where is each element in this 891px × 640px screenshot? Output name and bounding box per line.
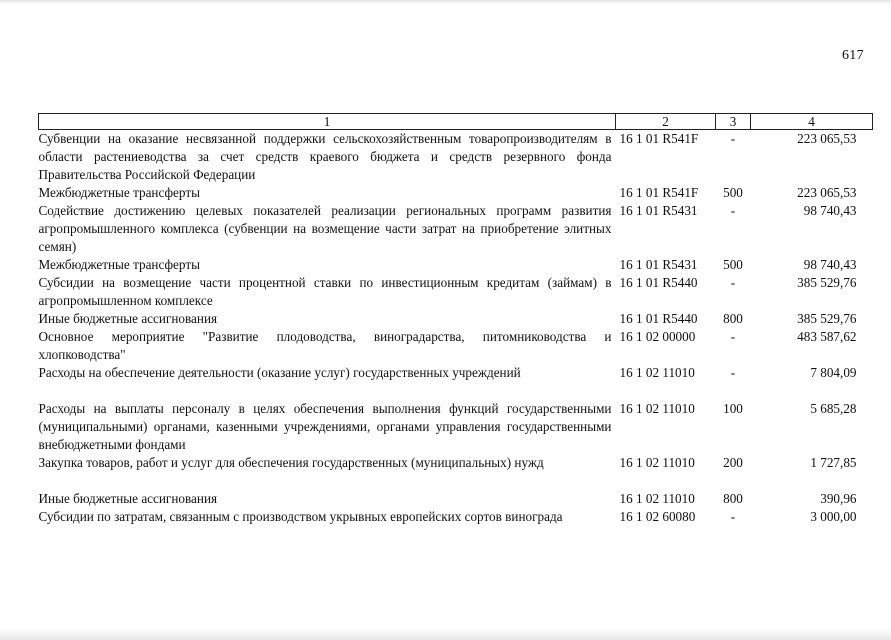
- column-header-name: 1: [39, 114, 616, 130]
- row-name: Основное мероприятие "Развитие плодоводства, виноградарства, питомниководства и хлопководства": [38, 329, 612, 362]
- row-code: 16 1 01 R5440: [619, 311, 698, 326]
- row-vr: 800: [723, 311, 743, 326]
- row-vr: -: [730, 275, 736, 290]
- table-row: [39, 508, 873, 526]
- row-vr: -: [730, 329, 736, 344]
- row-name: Межбюджетные трансферты: [38, 185, 200, 200]
- table-row: [39, 274, 873, 310]
- table-row: [39, 400, 873, 454]
- row-name: Закупка товаров, работ и услуг для обеспечения государственных (муниципальных) нужд: [38, 455, 544, 470]
- row-sum: 7 804,09: [810, 365, 857, 380]
- row-code: 16 1 02 00000: [619, 329, 696, 344]
- row-sum: 5 685,28: [810, 401, 857, 416]
- table-row: [39, 454, 873, 490]
- row-code: 16 1 01 R5431: [619, 203, 698, 218]
- table-row: [39, 202, 873, 256]
- table-row: [39, 256, 873, 274]
- table-row: [39, 130, 873, 185]
- table-row: [39, 328, 873, 364]
- row-name: Иные бюджетные ассигнования: [38, 311, 218, 326]
- row-sum: 483 587,62: [797, 329, 857, 344]
- row-sum: 223 065,53: [797, 185, 857, 200]
- row-sum: 98 740,43: [803, 257, 857, 272]
- row-code: 16 1 02 11010: [619, 401, 695, 416]
- row-vr: 200: [723, 455, 743, 470]
- row-code: 16 1 01 R541F: [619, 131, 699, 146]
- row-code: 16 1 02 11010: [619, 455, 695, 470]
- row-vr: 100: [723, 401, 743, 416]
- scan-top-edge: [0, 0, 891, 4]
- row-code: 16 1 01 R541F: [619, 185, 699, 200]
- row-sum: 385 529,76: [797, 311, 857, 326]
- column-header-vr: 3: [716, 114, 751, 130]
- row-code: 16 1 01 R5431: [619, 257, 698, 272]
- row-vr: -: [730, 131, 736, 146]
- row-name: Расходы на выплаты персоналу в целях обеспечения выполнения функций государственными (муниципальными) органами, казенными учреждениями, органами управления государственными внебюджетными фондами: [38, 401, 612, 452]
- scan-bottom-edge: [0, 630, 891, 640]
- row-code: 16 1 02 60080: [619, 509, 696, 524]
- row-sum: 223 065,53: [797, 131, 857, 146]
- row-name: Субсидии на возмещение части процентной ставки по инвестиционным кредитам (займам) в агропромышленном комплексе: [38, 275, 612, 308]
- row-code: 16 1 02 11010: [619, 365, 695, 380]
- table-row: [39, 490, 873, 508]
- row-sum: 390,96: [820, 491, 857, 506]
- row-vr: 500: [723, 185, 743, 200]
- row-vr: -: [730, 365, 736, 380]
- row-sum: 98 740,43: [803, 203, 857, 218]
- row-name: Межбюджетные трансферты: [38, 257, 200, 272]
- budget-table: [38, 113, 873, 526]
- row-name: Расходы на обеспечение деятельности (оказание услуг) государственных учреждений: [38, 365, 521, 380]
- row-name: Субвенции на оказание несвязанной поддержки сельскохозяйственным товаропроизводителям в области растениеводства за счет средств краевого бюджета и средств резервного фонда Правительства Российской Федерации: [38, 131, 612, 182]
- row-name: Содействие достижению целевых показателей реализации региональных программ развития агропромышленного комплекса (субвенции на возмещение части затрат на приобретение элитных семян): [38, 203, 612, 254]
- row-sum: 385 529,76: [797, 275, 857, 290]
- row-name: Субсидии по затратам, связанным с производством укрывных европейских сортов винограда: [38, 509, 563, 524]
- row-vr: 800: [723, 491, 743, 506]
- column-header-sum: 4: [751, 114, 873, 130]
- row-vr: -: [730, 203, 736, 218]
- page-number: 617: [842, 48, 864, 63]
- row-code: 16 1 02 11010: [619, 491, 695, 506]
- row-name: Иные бюджетные ассигнования: [38, 491, 218, 506]
- table-row: [39, 310, 873, 328]
- table-header-row: [39, 114, 873, 130]
- table-row: [39, 364, 873, 400]
- row-code: 16 1 01 R5440: [619, 275, 698, 290]
- row-sum: 1 727,85: [810, 455, 857, 470]
- row-vr: 500: [723, 257, 743, 272]
- row-vr: -: [730, 509, 736, 524]
- row-sum: 3 000,00: [810, 509, 857, 524]
- table-row: [39, 184, 873, 202]
- column-header-code: 2: [616, 114, 716, 130]
